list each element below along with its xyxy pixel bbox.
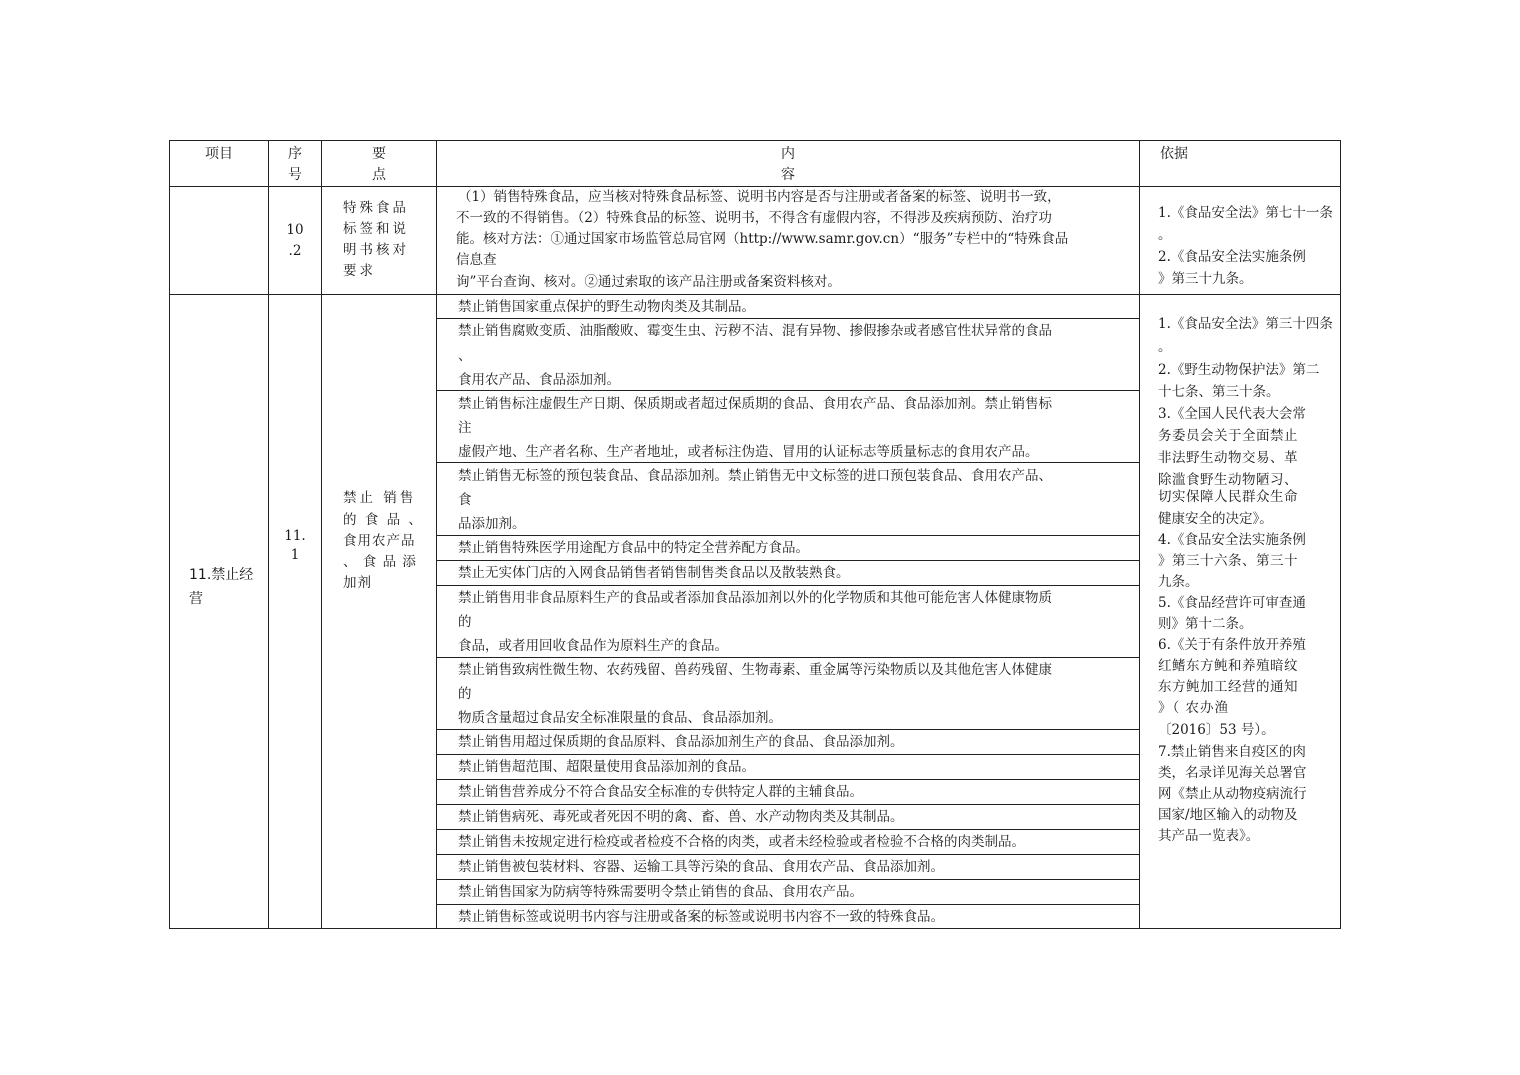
row11-basis-line: 1.《食品安全法》第三十四条 (1158, 316, 1333, 332)
item-divider (436, 829, 1140, 830)
row11-basis-line: 》（ 农办渔 (1158, 700, 1230, 716)
table-border-top (169, 140, 1341, 141)
row11-item: 禁止销售腐败变质、油脂酸败、霉变生虫、污秽不洁、混有异物、掺假掺杂或者感官性状异常的食品 (458, 323, 1052, 339)
row11-basis-line: 3.《全国人民代表大会常 (1158, 406, 1306, 422)
row11-basis-line: 健康安全的决定》。 (1158, 511, 1273, 527)
row11-item: 物质含量超过食品安全标准限量的食品、食品添加剂。 (458, 710, 782, 726)
item-divider (436, 318, 1140, 319)
row11-basis-line: 2.《野生动物保护法》第二 (1158, 362, 1320, 378)
item-divider (436, 904, 1140, 905)
row11-basis-line: 5.《食品经营许可审查通 (1158, 595, 1306, 611)
header-key-line2: 点 (372, 167, 386, 183)
row11-key-line: 的 食 品 、 (343, 512, 424, 528)
row11-basis-line: 非法野生动物交易、革 (1158, 450, 1298, 466)
item-divider (436, 560, 1140, 561)
row11-item: 食品，或者用回收食品作为原料生产的食品。 (458, 638, 728, 654)
item-divider (436, 535, 1140, 536)
row10-content-line: （1）销售特殊食品，应当核对特殊食品标签、说明书内容是否与注册或者备案的标签、说明书一致， (458, 189, 1061, 205)
row11-project-line2: 营 (189, 591, 203, 607)
row11-basis-line: 其产品一览表》。 (1158, 828, 1260, 844)
row11-item: 食用农产品、食品添加剂。 (458, 372, 620, 388)
row11-item: 、 (458, 348, 472, 364)
row10-seq-line2: .2 (288, 243, 302, 259)
row11-basis-line: 7.禁止销售来自疫区的肉 (1158, 744, 1306, 760)
row11-basis-line: 。 (1158, 339, 1172, 355)
row11-item: 虚假产地、生产者名称、生产者地址，或者标注伪造、冒用的认证标志等质量标志的食用农产品。 (458, 444, 1039, 460)
row11-basis-line: 切实保障人民群众生命 (1158, 489, 1298, 505)
item-divider (436, 729, 1140, 730)
header-content-line2: 容 (781, 167, 795, 183)
row10-key-line: 明书核对 (343, 242, 409, 258)
row10-content-line: 询”平台查询、核对。②通过索取的该产品注册或备案资料核对。 (456, 274, 841, 290)
row10-basis-line: 1.《食品安全法》第七十一条 (1158, 205, 1333, 221)
row11-item: 禁止销售病死、毒死或者死因不明的禽、畜、兽、水产动物肉类及其制品。 (458, 809, 904, 825)
row11-item: 禁止销售超范围、超限量使用食品添加剂的食品。 (458, 759, 755, 775)
row11-basis-line: 红鳍东方鲀和养殖暗纹 (1158, 658, 1298, 674)
row11-item: 的 (458, 614, 472, 630)
row10-seq-line1: 10 (286, 222, 304, 238)
row11-item: 禁止销售营养成分不符合食品安全标准的专供特定人群的主辅食品。 (458, 784, 863, 800)
item-divider (436, 879, 1140, 880)
row11-key-line: 、 食 品 添 (343, 554, 417, 570)
row11-seq-line1: 11. (284, 528, 306, 544)
row11-key-line: 食用农产品 (343, 533, 416, 549)
header-project: 项目 (205, 146, 233, 162)
row10-key-line: 标签和说 (343, 221, 409, 237)
row11-basis-line: 东方鲀加工经营的通知 (1158, 679, 1298, 695)
row11-basis-line: 4.《食品安全法实施条例 (1158, 532, 1306, 548)
row11-basis-line: 国家/地区输入的动物及 (1158, 807, 1298, 823)
item-divider (436, 804, 1140, 805)
table-row-divider (169, 294, 1341, 295)
row11-item: 禁止销售国家重点保护的野生动物肉类及其制品。 (458, 299, 755, 315)
row11-basis-line: 务委员会关于全面禁止 (1158, 428, 1298, 444)
row11-basis-line: 则》第十二条。 (1158, 616, 1253, 632)
row11-basis-line: 十七条、第三十条。 (1158, 384, 1280, 400)
row11-item: 禁止销售未按规定进行检疫或者检疫不合格的肉类，或者未经检验或者检验不合格的肉类制品。 (458, 834, 1025, 850)
item-divider (436, 754, 1140, 755)
item-divider (436, 585, 1140, 586)
row11-basis-line: 类，名录详见海关总署官 (1158, 765, 1307, 781)
row11-item: 禁止销售特殊医学用途配方食品中的特定全营养配方食品。 (458, 540, 809, 556)
row11-project-line1: 11.禁止经 (189, 567, 254, 583)
table-border-right (1340, 140, 1341, 929)
row11-item: 禁止销售标注虚假生产日期、保质期或者超过保质期的食品、食用农产品、食品添加剂。禁止销售标 (458, 396, 1052, 412)
row10-key-line: 特殊食品 (343, 200, 409, 216)
row10-content-line: 信息查 (456, 252, 497, 268)
header-content-line1: 内 (781, 146, 795, 162)
table-border-left (169, 140, 170, 929)
table-border-bottom (169, 928, 1341, 929)
row10-content-line: 能。核对方法：①通过国家市场监管总局官网（http://www.samr.gov.cn）“服务”专栏中的“特殊食品 (456, 231, 1069, 247)
row11-basis-line: 网《禁止从动物疫病流行 (1158, 786, 1307, 802)
row10-basis-line: 》第三十九条。 (1158, 271, 1253, 287)
header-seq-line1: 序 (288, 146, 302, 162)
row10-key-line: 要求 (343, 263, 376, 279)
row11-item: 禁止无实体门店的入网食品销售者销售制售类食品以及散装熟食。 (458, 565, 850, 581)
row10-basis-line: 2.《食品安全法实施条例 (1158, 249, 1306, 265)
item-divider (436, 657, 1140, 658)
row11-seq-line2: 1 (290, 547, 300, 563)
row11-item: 注 (458, 420, 472, 436)
row11-basis-line: 〔2016〕53 号）。 (1158, 722, 1275, 738)
row11-key-line: 禁止 销售 (343, 490, 417, 506)
header-key-line1: 要 (372, 146, 386, 162)
row11-basis-line: 》第三十六条、第三十 (1158, 553, 1298, 569)
row11-item: 禁止销售标签或说明书内容与注册或备案的标签或说明书内容不一致的特殊食品。 (458, 909, 944, 925)
row11-item: 品添加剂。 (458, 516, 526, 532)
item-divider (436, 854, 1140, 855)
column-divider (321, 140, 322, 929)
row11-basis-line: 九条。 (1158, 574, 1199, 590)
row11-key-line: 加剂 (343, 575, 372, 591)
row11-item: 禁止销售被包装材料、容器、运输工具等污染的食品、食用农产品、食品添加剂。 (458, 859, 944, 875)
row11-basis-line: 除滥食野生动物陋习、 (1158, 472, 1298, 488)
row11-item: 禁止销售致病性微生物、农药残留、兽药残留、生物毒素、重金属等污染物质以及其他危害人体健康 (458, 662, 1052, 678)
row10-basis-line: 。 (1158, 227, 1172, 243)
row11-item: 的 (458, 686, 472, 702)
row11-item: 禁止销售无标签的预包装食品、食品添加剂。禁止销售无中文标签的进口预包装食品、食用农产品、 (458, 468, 1052, 484)
row11-item: 禁止销售国家为防病等特殊需要明令禁止销售的食品、食用农产品。 (458, 884, 863, 900)
row10-content-line: 不一致的不得销售。（2）特殊食品的标签、说明书，不得含有虚假内容，不得涉及疾病预防、治疗功 (456, 210, 1052, 226)
row11-basis-line: 6.《关于有条件放开养殖 (1158, 637, 1306, 653)
item-divider (436, 779, 1140, 780)
header-seq-line2: 号 (288, 167, 302, 183)
row11-item: 禁止销售用非食品原料生产的食品或者添加食品添加剂以外的化学物质和其他可能危害人体健康物质 (458, 590, 1052, 606)
header-basis: 依据 (1160, 146, 1188, 162)
row11-item: 禁止销售用超过保质期的食品原料、食品添加剂生产的食品、食品添加剂。 (458, 734, 904, 750)
row11-item: 食 (458, 492, 472, 508)
